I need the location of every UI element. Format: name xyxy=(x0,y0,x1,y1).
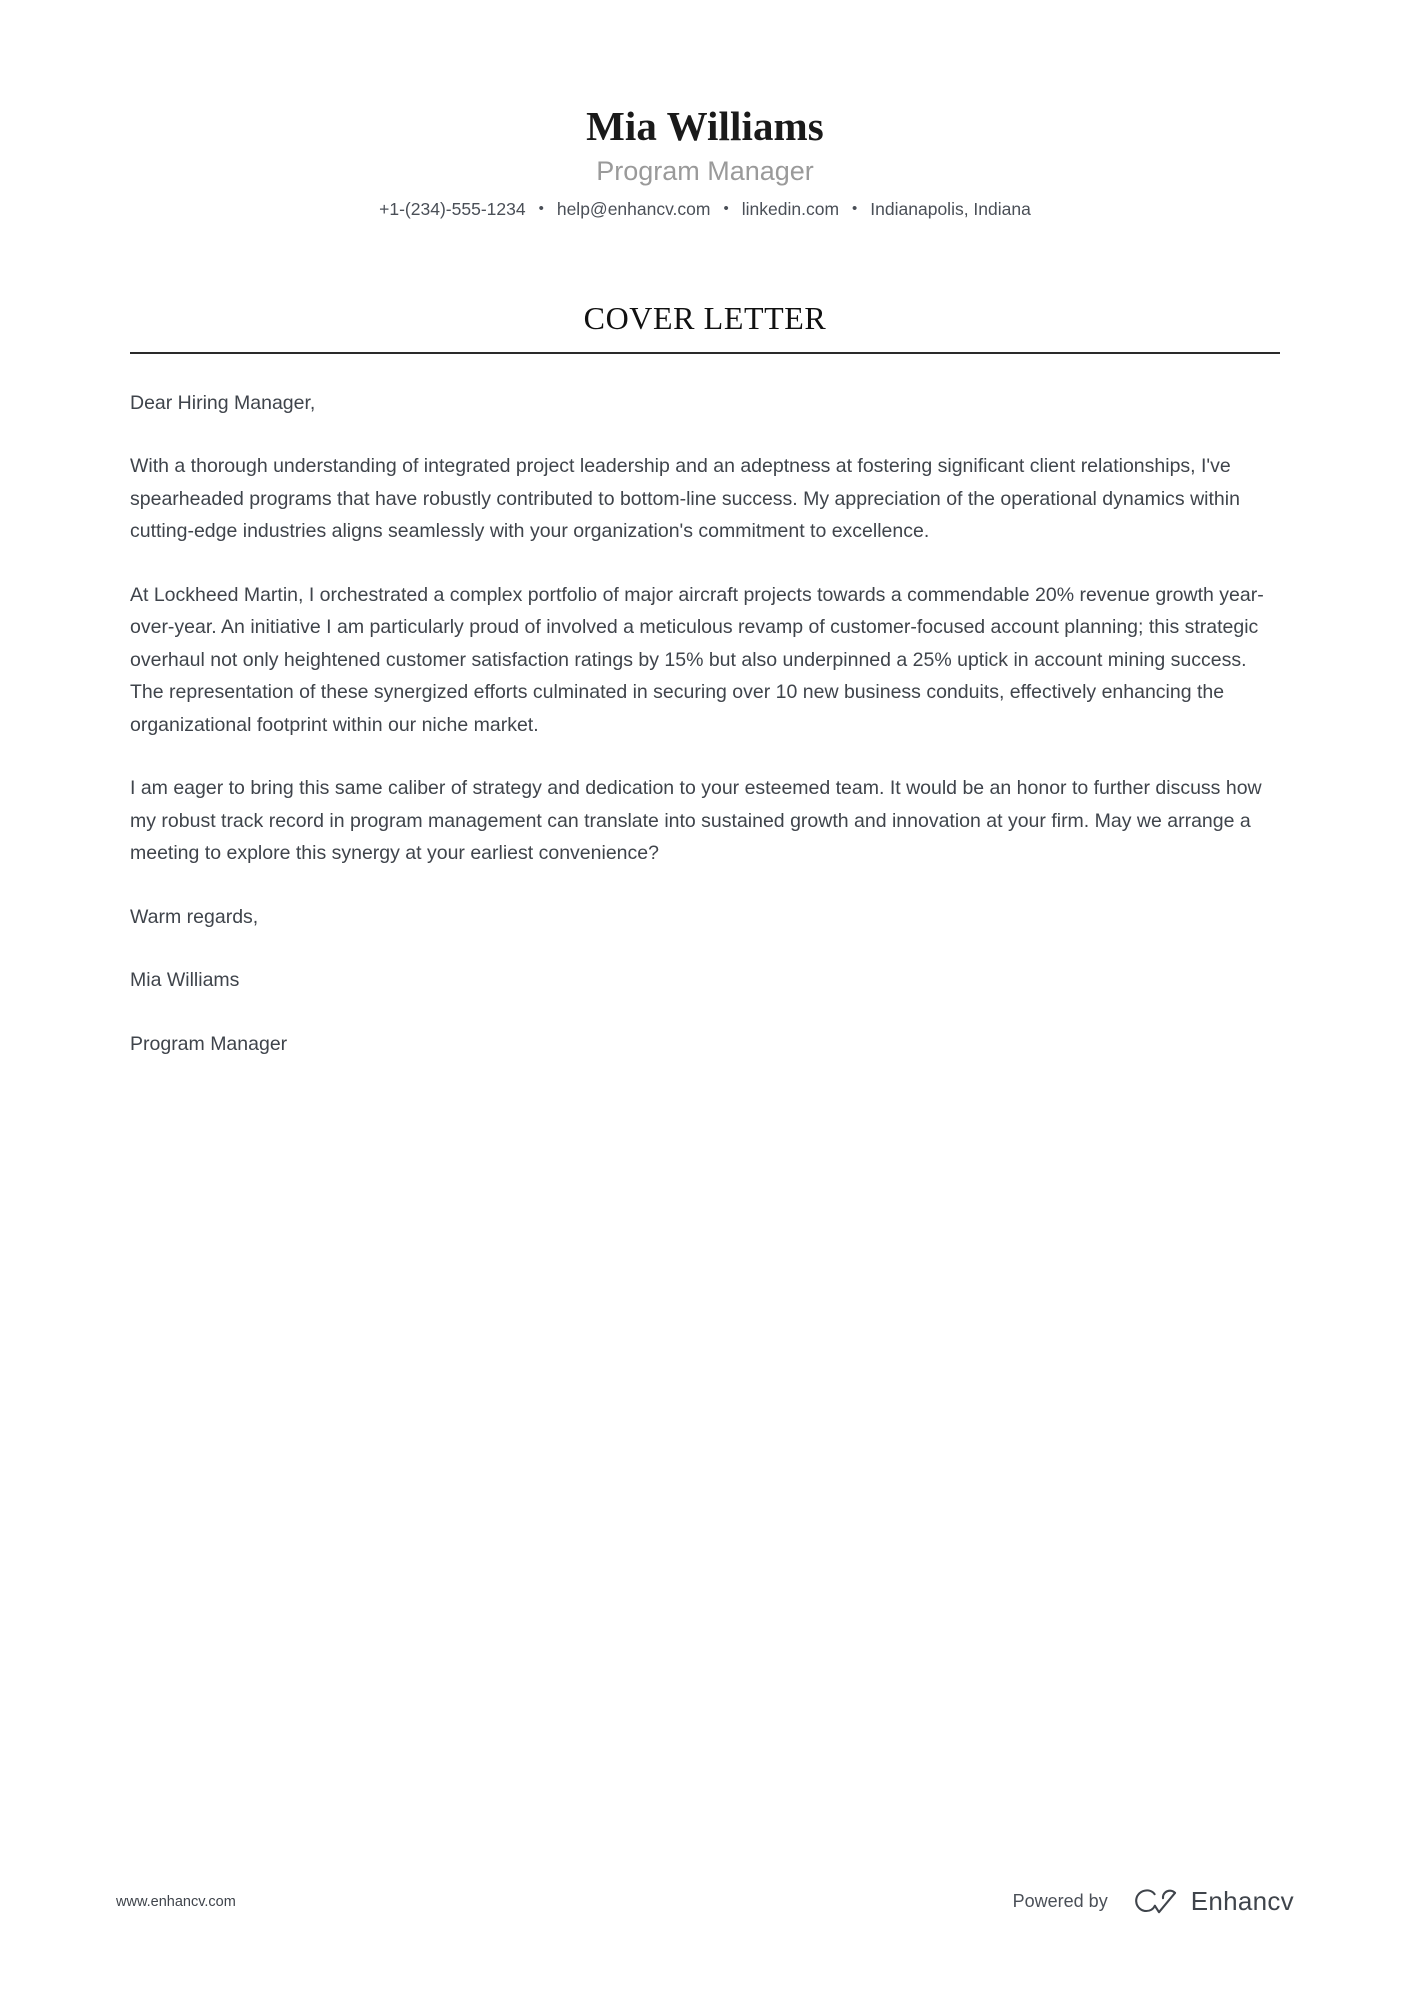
contact-linkedin[interactable]: linkedin.com xyxy=(741,198,840,219)
contact-phone: +1-(234)-555-1234 xyxy=(379,198,526,219)
closing-line: Warm regards, xyxy=(130,905,259,928)
document-header xyxy=(0,0,1410,220)
candidate-name: Mia Williams xyxy=(586,103,824,149)
section-header xyxy=(130,300,1280,354)
enhancv-logo-icon xyxy=(1134,1889,1178,1915)
letter-paragraph-2: At Lockheed Martin, I orchestrated a complex portfolio of major aircraft projects towards a commendable 20% revenue growth year-over-year. An initiative I am particularly proud of involved a meticulous revamp of customer-focused account planning; this strategic overhaul not only heightened customer satisfaction ratings by 15% but also underpinned a 25% uptick in account mining success. The representation of these synergized efforts culminated in securing over 10 new business conduits, effectively enhancing the organizational footprint within our niche market. xyxy=(130,583,1264,736)
salutation: Dear Hiring Manager, xyxy=(130,391,316,414)
powered-by-label: Powered by xyxy=(1012,1891,1108,1911)
contact-separator-icon: • xyxy=(852,199,858,217)
candidate-role: Program Manager xyxy=(596,156,814,187)
section-title: COVER LETTER xyxy=(583,299,827,336)
contact-email[interactable]: help@enhancv.com xyxy=(556,198,711,219)
brand-name: Enhancv xyxy=(1190,1886,1294,1916)
contact-separator-icon: • xyxy=(723,199,729,217)
letter-body xyxy=(130,354,1280,1061)
contact-location: Indianapolis, Indiana xyxy=(870,198,1031,219)
contact-line xyxy=(0,199,1410,220)
letter-paragraph-1: With a thorough understanding of integrated project leadership and an adeptness at fostering significant client relationships, I've spearheaded programs that have robustly contributed to bottom-line success. My appreciation of the operational dynamics within cutting-edge industries aligns seamlessly with your organization's commitment to excellence. xyxy=(130,455,1240,543)
footer-branding xyxy=(1013,1886,1294,1917)
letter-paragraph-3: I am eager to bring this same caliber of strategy and dedication to your esteemed team. It would be an honor to further discuss how my robust track record in program management can translate into sustained growth and innovation at your firm. May we arrange a meeting to explore this synergy at your earliest convenience? xyxy=(130,777,1262,865)
signature-name: Mia Williams xyxy=(130,969,240,992)
signature-title: Program Manager xyxy=(130,1032,288,1055)
contact-separator-icon: • xyxy=(538,199,544,217)
document-footer xyxy=(0,1886,1410,1917)
footer-website-link[interactable]: www.enhancv.com xyxy=(116,1893,236,1910)
